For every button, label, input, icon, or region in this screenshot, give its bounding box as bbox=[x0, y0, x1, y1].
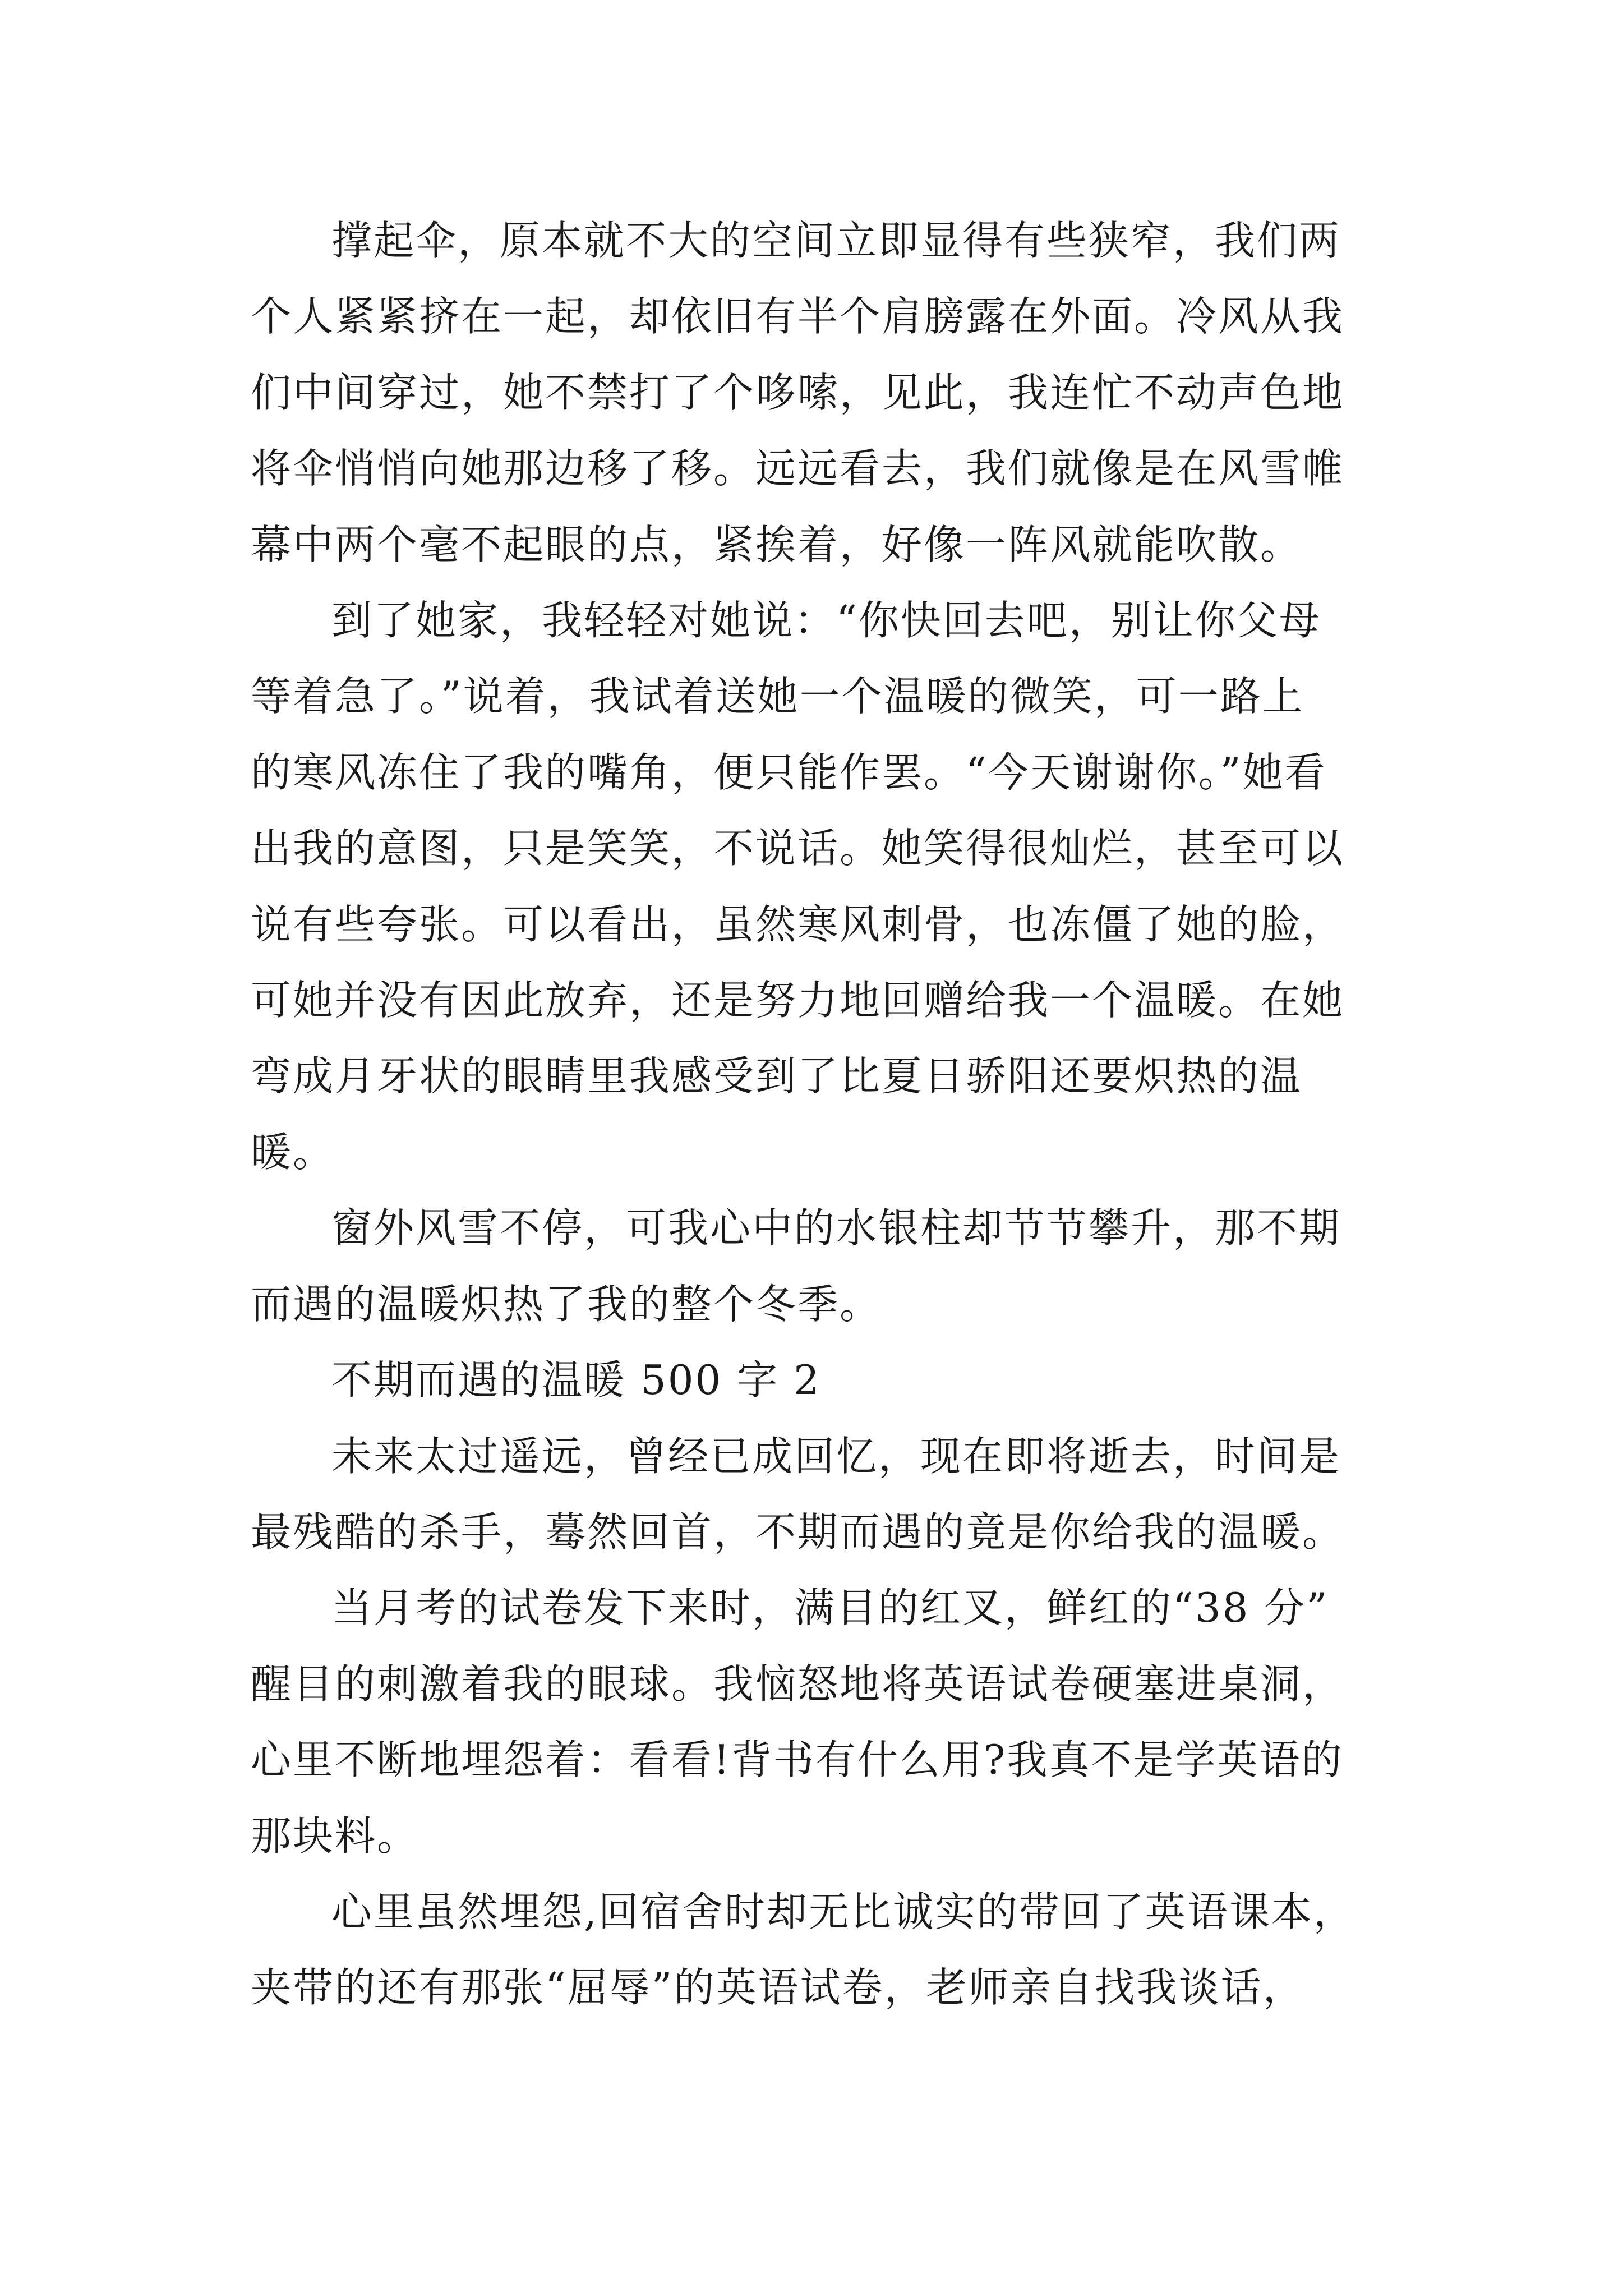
text-line: 窗外风雪不停，可我心中的水银柱却节节攀升，那不期 bbox=[331, 1204, 1341, 1252]
text-line: 可她并没有因此放弃，还是努力地回赠给我一个温暖。在她 bbox=[251, 977, 1345, 1024]
text-line: 撑起伞，原本就不大的空间立即显得有些狭窄，我们两 bbox=[331, 217, 1341, 264]
paragraph-dorm bbox=[251, 1874, 1395, 2026]
paragraph-future bbox=[251, 1419, 1395, 1571]
text-line: 醒目的刺激着我的眼球。我恼怒地将英语试卷硬塞进桌洞， bbox=[251, 1660, 1345, 1708]
text-line: 幕中两个毫不起眼的点，紧挨着，好像一阵风就能吹散。 bbox=[251, 521, 1303, 568]
text-line: 弯成月牙状的眼睛里我感受到了比夏日骄阳还要炽热的温 bbox=[251, 1052, 1303, 1100]
text-line: 未来太过遥远，曾经已成回忆，现在即将逝去，时间是 bbox=[331, 1432, 1341, 1480]
paragraph-window bbox=[251, 1190, 1395, 1342]
text-line: 出我的意图，只是笑笑，不说话。她笑得很灿烂，甚至可以 bbox=[251, 825, 1345, 872]
section-title: 不期而遇的温暖 500 字 2 bbox=[331, 1356, 821, 1404]
text-line: 们中间穿过，她不禁打了个哆嗦，见此，我连忙不动声色地 bbox=[251, 369, 1345, 416]
text-line: 心里不断地埋怨着：看看!背书有什么用?我真不是学英语的 bbox=[251, 1736, 1344, 1784]
paragraph-exam bbox=[251, 1570, 1395, 1874]
text-line: 而遇的温暖炽热了我的整个冬季。 bbox=[251, 1280, 882, 1328]
document-body bbox=[251, 203, 1395, 2026]
text-line: 个人紧紧挤在一起，却依旧有半个肩膀露在外面。冷风从我 bbox=[251, 293, 1345, 341]
text-line: 的寒风冻住了我的嘴角，便只能作罢。“今天谢谢你。”她看 bbox=[251, 748, 1327, 796]
text-line: 等着急了。”说着，我试着送她一个温暖的微笑，可一路上 bbox=[251, 673, 1304, 720]
text-line: 说有些夸张。可以看出，虽然寒风刺骨，也冻僵了她的脸， bbox=[251, 900, 1345, 948]
paragraph-umbrella bbox=[251, 203, 1395, 583]
text-line: 到了她家，我轻轻对她说：“你快回去吧，别让你父母 bbox=[331, 597, 1321, 645]
text-line: 夹带的还有那张“屈辱”的英语试卷，老师亲自找我谈话， bbox=[251, 1964, 1305, 2012]
text-line: 最残酷的杀手，蓦然回首，不期而遇的竟是你给我的温暖。 bbox=[251, 1508, 1345, 1556]
text-line: 将伞悄悄向她那边移了移。远远看去，我们就像是在风雪帷 bbox=[251, 445, 1345, 493]
section-heading bbox=[251, 1342, 1395, 1418]
paragraph-her-home bbox=[251, 583, 1395, 1190]
text-line: 当月考的试卷发下来时，满目的红叉，鲜红的“38 分” bbox=[331, 1584, 1329, 1632]
text-line: 心里虽然埋怨,回宿舍时却无比诚实的带回了英语课本， bbox=[331, 1888, 1355, 1935]
text-line: 那块料。 bbox=[251, 1812, 419, 1860]
text-line: 暖。 bbox=[251, 1128, 335, 1176]
